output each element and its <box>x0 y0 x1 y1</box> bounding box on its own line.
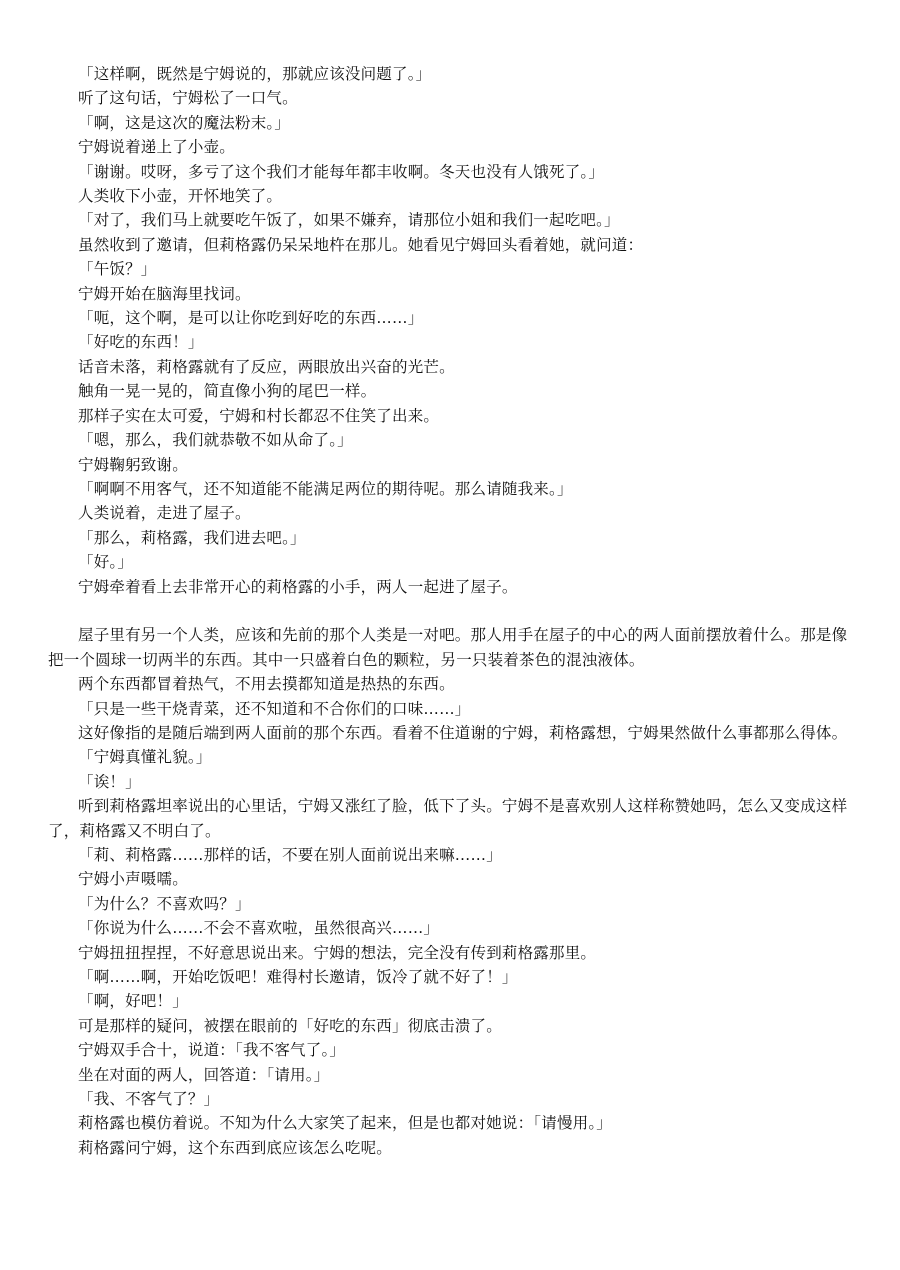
paragraph: 「嗯，那么，我们就恭敬不如从命了。」 <box>78 431 353 450</box>
paragraph: 听到莉格露坦率说出的心里话，宁姆又涨红了脸，低下了头。宁姆不是喜欢别人这样称赞她吗，怎么又变成这样了，莉格露又不明白了。 <box>48 797 848 840</box>
paragraph: 「宁姆真懂礼貌。」 <box>78 748 212 767</box>
paragraph: 宁姆说着递上了小壶。 <box>78 138 236 157</box>
paragraph: 「午饭？」 <box>78 260 157 279</box>
paragraph: 宁姆开始在脑海里找词。 <box>78 284 251 303</box>
paragraph: 可是那样的疑问，被摆在眼前的「好吃的东西」彻底击溃了。 <box>78 1016 502 1035</box>
body-text <box>48 62 853 1160</box>
paragraph: 「我、不客气了？」 <box>78 1090 220 1109</box>
paragraph: 人类收下小壶，开怀地笑了。 <box>78 187 283 206</box>
paragraph: 「诶！」 <box>78 772 141 791</box>
paragraph: 听了这句话，宁姆松了一口气。 <box>78 89 298 108</box>
paragraph: 「好。」 <box>78 553 134 572</box>
paragraph: 「啊，这是这次的魔法粉末。」 <box>78 113 291 132</box>
paragraph: 莉格露问宁姆，这个东西到底应该怎么吃呢。 <box>78 1138 393 1157</box>
paragraph: 宁姆扭扭捏捏，不好意思说出来。宁姆的想法，完全没有传到莉格露那里。 <box>78 943 597 962</box>
paragraph: 「谢谢。哎呀，多亏了这个我们才能每年都丰收啊。冬天也没有人饿死了。」 <box>78 162 605 181</box>
paragraph: 宁姆牵着看上去非常开心的莉格露的小手，两人一起进了屋子。 <box>78 577 518 596</box>
paragraph: 「为什么？不喜欢吗？」 <box>78 894 251 913</box>
paragraph: 两个东西都冒着热气，不用去摸都知道是热热的东西。 <box>78 675 455 694</box>
paragraph: 「你说为什么……不会不喜欢啦，虽然很高兴……」 <box>78 919 440 938</box>
paragraph: 莉格露也模仿着说。不知为什么大家笑了起来，但是也都对她说：「请慢用。」 <box>78 1114 613 1133</box>
paragraph: 「呃，这个啊，是可以让你吃到好吃的东西……」 <box>78 309 424 328</box>
paragraph: 宁姆双手合十，说道：「我不客气了。」 <box>78 1041 346 1060</box>
paragraph: 宁姆鞠躬致谢。 <box>78 455 188 474</box>
paragraph: 「只是一些干烧青菜，还不知道和不合你们的口味……」 <box>78 699 471 718</box>
paragraph: 「那么，莉格露，我们进去吧。」 <box>78 528 306 547</box>
paragraph: 宁姆小声嗫嚅。 <box>78 870 188 889</box>
paragraph: 「这样啊，既然是宁姆说的，那就应该没问题了。」 <box>78 65 432 83</box>
paragraph: 话音未落，莉格露就有了反应，两眼放出兴奋的光芒。 <box>78 357 455 376</box>
paragraph: 虽然收到了邀请，但莉格露仍呆呆地杵在那儿。她看见宁姆回头看着她，就问道： <box>78 235 644 254</box>
paragraph: 「好吃的东西！」 <box>78 333 204 352</box>
paragraph: 坐在对面的两人，回答道：「请用。」 <box>78 1065 330 1084</box>
paragraph: 「啊……啊，开始吃饭吧！难得村长邀请，饭冷了就不好了！」 <box>78 968 518 987</box>
section-break <box>78 599 853 623</box>
paragraph: 「莉、莉格露……那样的话，不要在别人面前说出来嘛……」 <box>78 845 502 864</box>
paragraph: 这好像指的是随后端到两人面前的那个东西。看着不住道谢的宁姆，莉格露想，宁姆果然做什么事都那么得体。 <box>78 723 848 742</box>
paragraph: 屋子里有另一个人类，应该和先前的那个人类是一对吧。那人用手在屋子的中心的两人面前摆放着什么。那是像把一个圆球一切两半的东西。其中一只盛着白色的颗粒，另一只装着茶色的混浊液体。 <box>48 626 848 669</box>
paragraph: 「啊啊不用客气，还不知道能不能满足两位的期待呢。那么请随我来。」 <box>78 479 573 498</box>
paragraph: 那样子实在太可爱，宁姆和村长都忍不住笑了出来。 <box>78 406 440 425</box>
paragraph: 人类说着，走进了屋子。 <box>78 504 251 523</box>
paragraph: 「对了，我们马上就要吃午饭了，如果不嫌弃，请那位小姐和我们一起吃吧。」 <box>78 211 620 230</box>
paragraph: 「啊，好吧！」 <box>78 992 188 1011</box>
paragraph: 触角一晃一晃的，简直像小狗的尾巴一样。 <box>78 382 377 401</box>
